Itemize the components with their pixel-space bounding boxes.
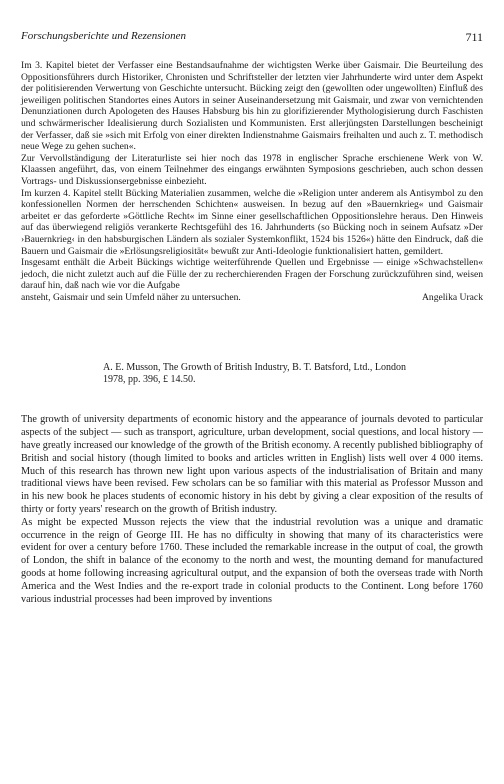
review-paragraph: As might be expected Musson rejects the view that the industrial revolution was a unique and dramatic occurrence in the reign of George III. He has no difficulty in showing that many of its characteristics were evident for over a century before 1760. These included the remarkable increase in the output of coal, the growth of London, the shift in balance of the economy to the north and west, the mounting demand for manufactured goods at home following increasing agricultural output, and the expansion of both the overseas trade with North America and the West Indies and the re-export trade in colonial products to the Continent. Long before 1760 various industrial processes had been improved by inventions bbox=[21, 516, 483, 605]
reviewer-signature: Angelika Urack bbox=[421, 291, 483, 303]
book-citation bbox=[103, 362, 483, 386]
review-paragraph: Im 3. Kapitel bietet der Verfasser eine Bestandsaufnahme der wichtigsten Werke über Gaismair. Die Beurteilung des Oppositionsführers durch Historiker, Chronisten und Schriftsteller der letzten vier Jahrhunderte wird unter dem Aspekt der politisierenden Verwertung von Geschichte untersucht. Bücking zeigt den (gewollten oder ungewollten) Einfluß des jeweiligen politischen Standortes eines Autors in seiner Auseinandersetzung mit Gaismair, und zwar von vernichtenden Denunziationen durch Apologeten des Hauses Habsburg bis hin zu glorifizierender Mythologisierung durch Faschisten und schwärmerischer Idealisierung durch Sozialisten und Kommunisten. Erst allerjüngsten Darstellungen bescheinigt der Verfasser, daß sie »sich mit Erfolg von einer direkten Indienstnahme Gaismairs freihalten und auch z. T. methodisch neue Wege zu gehen suchen«. bbox=[21, 60, 483, 153]
review-paragraph: Zur Vervollständigung der Literaturliste sei hier noch das 1978 in englischer Sprache erschienene Werk von W. Klaassen angeführt, das, von einem Teilnehmer des eingangs erwähnten Symposions geschrieben, auch schon dessen Vortrags- und Diskussionsergebnisse einbezieht. bbox=[21, 152, 483, 187]
closing-text: ansteht, Gaismair und sein Umfeld näher zu untersuchen. bbox=[21, 291, 241, 303]
review-paragraph: Insgesamt enthält die Arbeit Bückings wichtige weiterführende Quellen und Ergebnisse — einige »Schwachstellen« jedoch, die nicht zuletzt auch auf die Fülle der zu recherchierenden Fragen der Forschung zurückzuführen sind, weisen darauf hin, daß nach wie vor die Aufgabe bbox=[21, 257, 483, 292]
citation-line: 1978, pp. 396, £ 14.50. bbox=[103, 374, 196, 386]
english-review bbox=[21, 414, 483, 606]
running-head-title: Forschungsberichte und Rezensionen bbox=[21, 30, 186, 42]
page bbox=[21, 30, 483, 606]
review-paragraph: The growth of university departments of economic history and the appearance of journals devoted to particular aspects of the subject — such as transport, agriculture, urban development, social questions, and local history — have greatly increased our knowledge of the growth of the British economy. A recently published bibliography of British and social history (though limited to books and articles written in English) lists well over 4 000 items. Much of this research has thrown new light upon various aspects of the industrialisation of Britain and many traditional views have been revised. Few scholars can be so familiar with this material as Professor Musson and in his new book he places students of economic history in his debt by giving a clear exposition of the results of thirty or forty years' research on the growth of British industry. bbox=[21, 414, 483, 516]
review-paragraph: Im kurzen 4. Kapitel stellt Bücking Materialien zusammen, welche die »Religion unter anderem als Antisymbol zu den konfessionellen Normen der herrschenden Schichten« ausweisen. In bezug auf den »Bauernkrieg« und Gaismair arbeitet er das geforderte »Göttliche Recht« im Sinne einer gesellschaftlichen Oppositionslehre heraus. Den Hinweis auf das überwiegend religiös verankerte Rechtsgefühl des 16. Jahrhunderts (so Bücking noch in seinem Aufsatz »Der ›Bauernkrieg‹ in den habsburgischen Ländern als sozialer Systemkonflikt, 1524 bis 1526«) hätte den Eindruck, daß die Bauern und Gaismair die »Erlösungsreligiosität« bewußt zur Anti-Ideologie funktionalisiert hatten, gemildert. bbox=[21, 187, 483, 257]
citation-line: A. E. Musson, The Growth of British Industry, B. T. Batsford, Ltd., London bbox=[103, 362, 406, 374]
running-head bbox=[21, 30, 483, 46]
review-closing-line bbox=[21, 292, 483, 304]
page-number: 711 bbox=[465, 30, 483, 44]
german-review bbox=[21, 60, 483, 303]
